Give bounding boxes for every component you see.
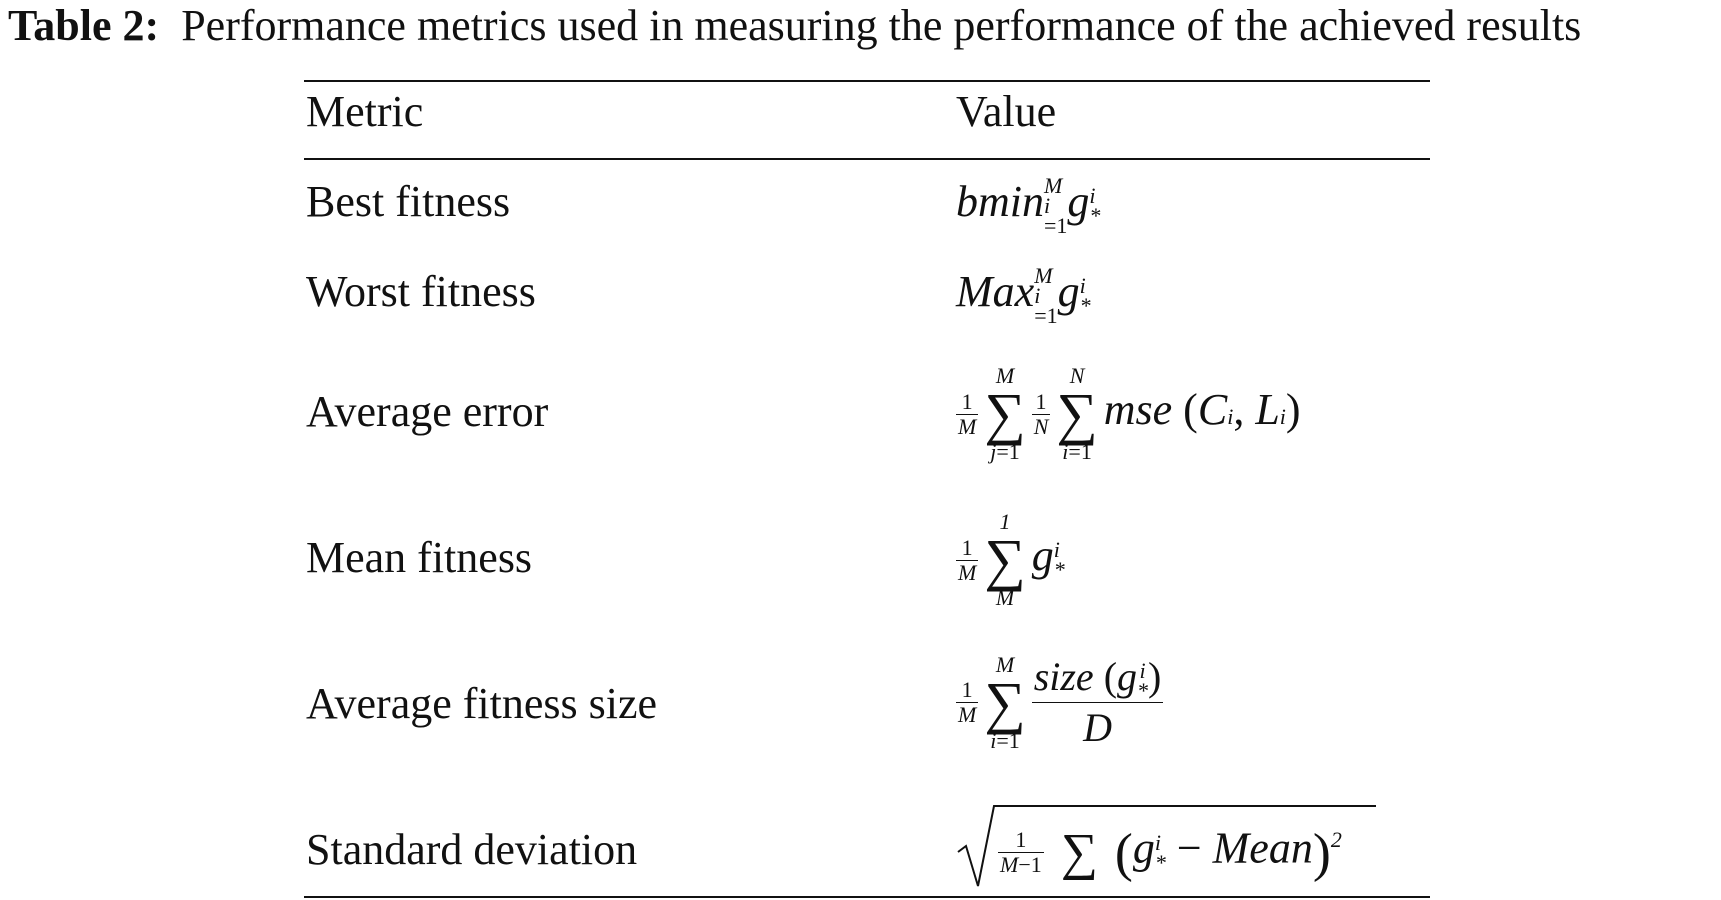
table-caption: [8, 0, 1718, 52]
caption-label: Table 2:: [8, 1, 160, 50]
row-value-mean-fitness: $\frac{1}{M}$ 1 ∑ M g i *: [958, 509, 1065, 610]
row-value-worst-fitness: Max M i =1 g i *: [956, 263, 1091, 328]
row-value-standard-deviation: $\frac{1}{M-1}$ ∑ (g i * − Mean)$^2$: [956, 800, 1376, 890]
row-metric-mean-fitness: Mean fitness: [306, 533, 533, 582]
row-metric-average-fitness-size: Average fitness size: [306, 679, 658, 728]
header-value: Value: [956, 87, 1057, 136]
header-rule: [304, 158, 1430, 160]
top-rule: [304, 80, 1430, 82]
row-value-best-fitness: bmin M i =1 g i *: [956, 173, 1101, 238]
row-value-average-fitness-size: $\frac{1}{M}$ M ∑ i=1 size (g i * ) D: [958, 651, 1162, 753]
header-metric: Metric: [306, 87, 424, 136]
caption-text: Performance metrics used in measuring the performance of the achieved results: [181, 1, 1582, 50]
row-value-average-error: $\frac{1}{M}$ M ∑ j=1 $\frac{1}{N}$ N ∑ i=1 mse (Ci, Li): [958, 363, 1301, 464]
bottom-rule: [304, 896, 1430, 898]
row-metric-best-fitness: Best fitness: [306, 177, 511, 226]
row-metric-worst-fitness: Worst fitness: [306, 267, 536, 316]
row-metric-standard-deviation: Standard deviation: [306, 825, 638, 874]
row-metric-average-error: Average error: [306, 387, 549, 436]
